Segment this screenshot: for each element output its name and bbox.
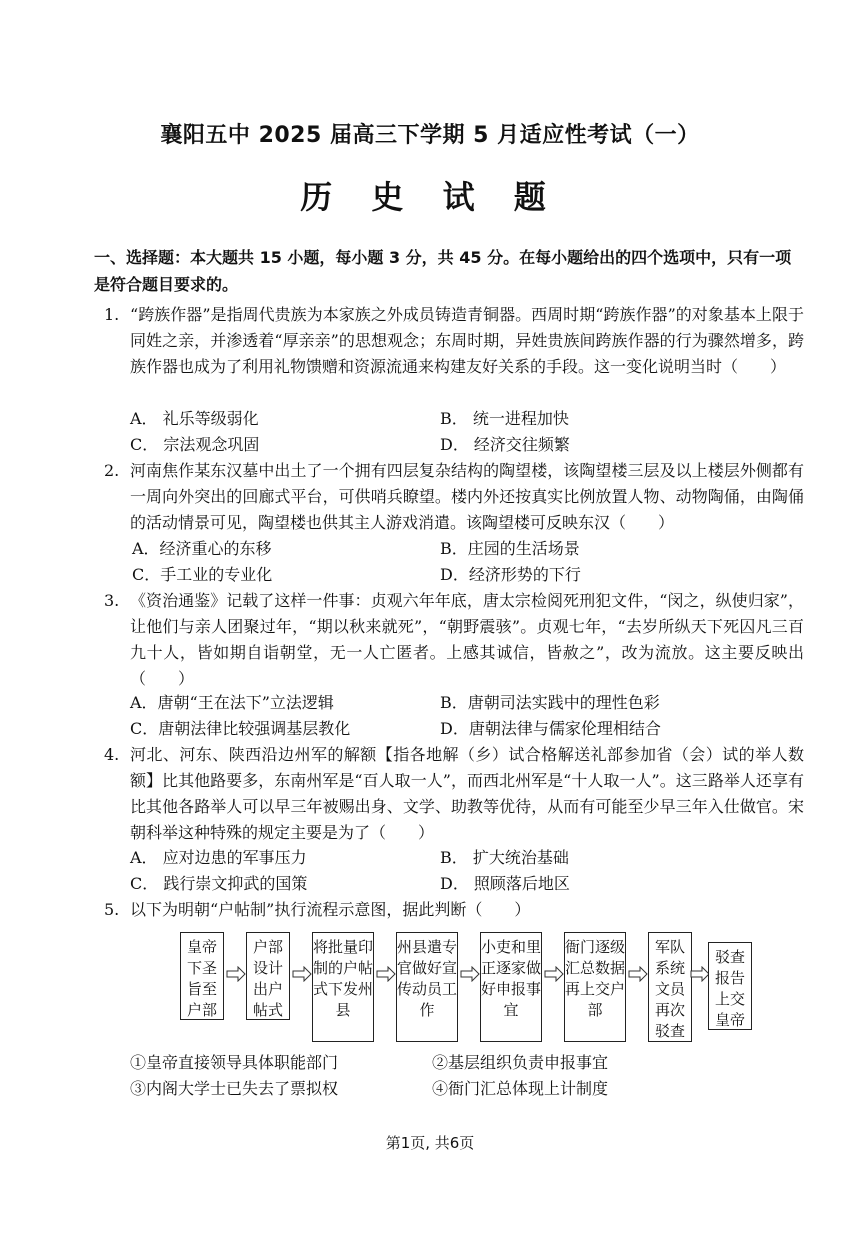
flow-step-5: 小吏和里正逐家做好申报事宜 <box>480 932 542 1042</box>
question-4 <box>104 742 804 846</box>
option-c: C．唐朝法律比较强调基层教化 <box>130 719 351 738</box>
flow-arrow-icon <box>628 966 648 982</box>
question-text: “跨族作器”是指周代贵族为本家族之外成员铸造青铜器。西周时期“跨族作器”的对象基本上限于同姓之亲，并渗透着“厚亲亲”的思想观念；东周时期，异姓贵族间跨族作器的行为骤然增多，跨族作器也成为了利用礼物馈赠和资源流通来构建友好关系的手段。这一变化说明当时（ ） <box>130 305 804 376</box>
flow-arrow-icon <box>376 966 396 982</box>
option-c: C． 宗法观念巩固 <box>130 435 260 454</box>
question-number: 4. <box>104 745 120 764</box>
option-d: D．唐朝法律与儒家伦理相结合 <box>440 719 661 738</box>
question-number: 3. <box>104 591 120 610</box>
section-instructions: 一、选择题：本大题共 15 小题，每小题 3 分，共 45 分。在每小题给出的四个选项中，只有一项是符合题目要求的。 <box>94 248 792 294</box>
option-a: A． 礼乐等级弱化 <box>130 409 259 428</box>
exam-title: 襄阳五中 2025 届高三下学期 5 月适应性考试（一） <box>160 123 700 148</box>
statement-3: ③内阁大学士已失去了票拟权 <box>130 1079 339 1098</box>
flow-arrow-icon <box>690 966 710 982</box>
flow-arrow-icon <box>544 966 564 982</box>
option-b: B．庄园的生活场景 <box>440 539 580 558</box>
flow-arrow-icon <box>460 966 480 982</box>
option-d: D．经济形势的下行 <box>440 565 581 584</box>
option-c: C．手工业的专业化 <box>132 565 273 584</box>
question-1 <box>104 302 804 380</box>
page-number: 第1页, 共6页 <box>385 1134 475 1152</box>
question-number: 5. <box>104 900 120 919</box>
option-b: B．唐朝司法实践中的理性色彩 <box>440 693 660 712</box>
question-text: 《资治通鉴》记载了这样一件事：贞观六年年底，唐太宗检阅死刑犯文件，“闵之，纵使归家”，让他们与亲人团聚过年，“期以秋来就死”，“朝野震骇”。贞观七年，“去岁所纵天下死囚凡三百九十人，皆如期自诣朝堂，无一人亡匿者。上感其诚信，皆赦之”，改为流放。这主要反映出（ ） <box>130 591 804 688</box>
hutie-flowchart <box>176 928 756 1044</box>
flow-step-4: 州县遣专官做好宣传动员工作 <box>396 932 458 1042</box>
flow-arrow-icon <box>226 966 246 982</box>
flow-step-8: 驳查报告上交皇帝 <box>708 942 752 1030</box>
flow-arrow-icon <box>292 966 312 982</box>
question-5 <box>104 897 804 923</box>
subject-title: 历 史 试 题 <box>300 178 560 216</box>
option-a: A．经济重心的东移 <box>132 539 272 558</box>
flow-step-6: 衙门逐级汇总数据再上交户部 <box>564 932 626 1042</box>
flow-step-1: 皇帝下圣旨至户部 <box>180 932 224 1020</box>
option-b: B． 扩大统治基础 <box>440 848 569 867</box>
flow-step-7: 军队系统文员再次驳查 <box>648 932 692 1042</box>
option-a: A．唐朝“王在法下”立法逻辑 <box>130 693 334 712</box>
question-2 <box>104 458 804 536</box>
question-3 <box>104 588 804 692</box>
question-text: 以下为明朝“户帖制”执行流程示意图，据此判断（ ） <box>130 900 531 919</box>
question-text: 河北、河东、陕西沿边州军的解额【指各地解（乡）试合格解送礼部参加省（会）试的举人数额】比其他路要多，东南州军是“百人取一人”，而西北州军是“十人取一人”。这三路举人还享有比其他各路举人可以早三年被赐出身、文学、助教等优待，从而有可能至少早三年入仕做官。宋朝科举这种特殊的规定主要是为了（ ） <box>130 745 804 842</box>
question-text: 河南焦作某东汉墓中出土了一个拥有四层复杂结构的陶望楼，该陶望楼三层及以上楼层外侧都有一周向外突出的回廊式平台，可供哨兵瞭望。楼内外还按真实比例放置人物、动物陶俑，由陶俑的活动情景可见，陶望楼也供其主人游戏消遣。该陶望楼可反映东汉（ ） <box>130 461 804 532</box>
option-b: B． 统一进程加快 <box>440 409 569 428</box>
statement-2: ②基层组织负责申报事宜 <box>432 1053 609 1072</box>
option-d: D． 照顾落后地区 <box>440 874 570 893</box>
flow-step-3: 将批量印制的户帖式下发州县 <box>312 932 374 1042</box>
question-number: 2. <box>104 461 120 480</box>
question-number: 1. <box>104 305 120 324</box>
option-d: D． 经济交往频繁 <box>440 435 570 454</box>
option-c: C． 践行崇文抑武的国策 <box>130 874 308 893</box>
flow-step-2: 户部设计出户帖式 <box>246 932 290 1020</box>
statement-1: ①皇帝直接领导具体职能部门 <box>130 1053 339 1072</box>
option-a: A． 应对边患的军事压力 <box>130 848 307 867</box>
statement-4: ④衙门汇总体现上计制度 <box>432 1079 609 1098</box>
